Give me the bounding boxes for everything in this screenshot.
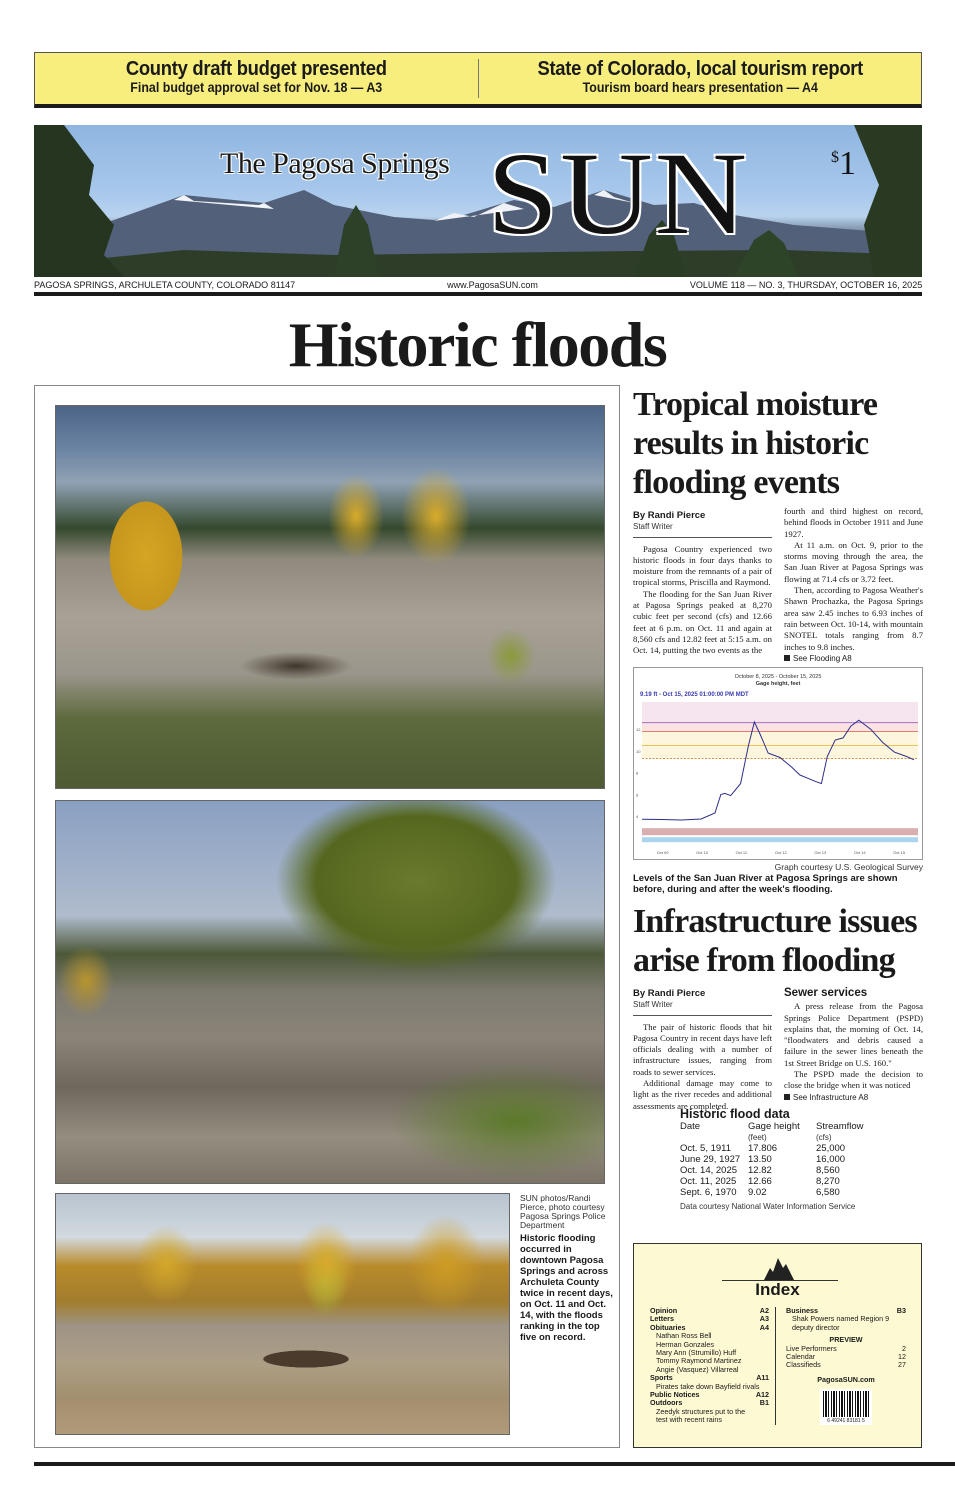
jump-link-infrastructure[interactable]: See Infrastructure A8	[784, 1092, 923, 1103]
index-entry[interactable]	[786, 1324, 906, 1332]
chart-title: October 8, 2025 - October 15, 2025	[734, 674, 822, 680]
gage-height-chart	[633, 667, 923, 860]
band-base	[642, 837, 918, 842]
index-right-column	[776, 1307, 906, 1425]
y-tick-label: 12	[636, 727, 641, 733]
band-moderate-flood	[642, 723, 918, 732]
table-row	[680, 1176, 900, 1187]
index-entry-page: 27	[898, 1360, 906, 1370]
index-entry-label: Zeedyk structures put to the	[656, 1406, 746, 1416]
story-paragraph: Then, according to Pagosa Weather's Shawn Prochazka, the Pagosa Springs area saw 2.45 inches to 6.93 inches of rain between Oct. 10-14, with mountain SNOTEL totals ranging from 8.7 inches to 9.8 inches.	[784, 585, 923, 652]
table-row	[680, 1143, 900, 1154]
masthead-tagline: The Pagosa Springs	[220, 147, 450, 180]
story-paragraph: The PSPD made the decision to close the bridge when it was noticed	[784, 1069, 923, 1091]
table-title: Historic flood data	[680, 1107, 790, 1121]
cell-streamflow: 8,270	[816, 1176, 840, 1187]
index-box	[633, 1243, 922, 1448]
index-entry-label: Business	[786, 1306, 818, 1315]
index-entry-page: B1	[759, 1398, 769, 1408]
table-unit-row	[680, 1132, 900, 1143]
index-entry-label: Obituaries	[650, 1322, 686, 1332]
historic-flood-table	[680, 1108, 900, 1211]
index-entry-page: B3	[896, 1306, 906, 1315]
x-tick-label: Oct 09	[656, 850, 669, 855]
index-website[interactable]: PagosaSUN.com	[817, 1374, 875, 1384]
barcode-number: 6 49241 83181 5	[827, 1417, 865, 1424]
teaser-tourism[interactable]	[479, 53, 922, 104]
teaser-subtitle: Tourism board hears presentation — A4	[582, 80, 818, 95]
index-entry-label: Nathan Ross Bell	[656, 1331, 712, 1341]
story-headline[interactable]: Tropical moisture results in historic flooding events	[633, 386, 878, 501]
table-row	[680, 1187, 900, 1198]
index-left-column	[650, 1307, 776, 1425]
x-tick-label: Oct 12	[775, 850, 787, 855]
chart-readout: 9.19 ft - Oct 15, 2025 01:00:00 PM MDT	[640, 692, 749, 698]
cell-streamflow: 25,000	[816, 1143, 846, 1154]
dateline-issue: VOLUME 118 — NO. 3, THURSDAY, OCTOBER 16, 2025	[689, 280, 923, 291]
dateline	[34, 280, 922, 291]
teaser-title: State of Colorado, local tourism report	[536, 58, 863, 80]
story-tropical-moisture	[633, 385, 923, 664]
teaser-budget[interactable]	[35, 53, 478, 104]
index-entry-label: Herman Gonzales	[656, 1339, 714, 1349]
index-entry-label: Letters	[650, 1314, 674, 1324]
cell-date: Oct. 11, 2025	[680, 1176, 737, 1187]
index-entry-label: Sports	[650, 1373, 673, 1383]
x-tick-label: Oct 11	[735, 850, 748, 855]
index-entry-page: A4	[759, 1322, 769, 1332]
cell-streamflow: 6,580	[816, 1187, 840, 1198]
mountain-landscape-image	[34, 125, 922, 277]
index-entry-page: A11	[756, 1373, 769, 1383]
dateline-rule	[34, 292, 922, 296]
band-low	[642, 828, 918, 835]
table-source: Data courtesy National Water Information Service	[680, 1202, 856, 1211]
index-entry-label: deputy director	[792, 1322, 840, 1332]
story-paragraph: Additional damage may come to light as the river recedes and additional assessments are completed.	[633, 1078, 772, 1111]
cell-date: June 29, 1927	[680, 1154, 741, 1165]
cell-date: Oct. 14, 2025	[680, 1165, 738, 1176]
cell-date: Oct. 5, 1911	[680, 1143, 732, 1154]
unit-date	[680, 1132, 748, 1143]
graph-cutline: Levels of the San Juan River at Pagosa Springs are shown before, during and after the week's flooding.	[633, 873, 898, 895]
story-paragraph: A press release from the Pagosa Springs Police Department (PSPD) explains that, the morning of Oct. 14, "floodwaters and debris caused a failure in the sewer lines beneath the 1st Street Bridge on U.S. 160."	[784, 1001, 923, 1068]
header-streamflow: Streamflow	[816, 1121, 864, 1132]
x-tick-label: Oct 15	[893, 850, 906, 855]
index-entry-label: Tommy Raymond Martinez	[656, 1356, 742, 1366]
flood-photo-river-park	[55, 405, 605, 789]
story-paragraph: At 11 a.m. on Oct. 9, prior to the storms moving through the area, the San Juan River at Pagosa Springs was flowing at 71.4 cfs or 3.72 feet.	[784, 539, 923, 584]
cell-streamflow: 8,560	[816, 1165, 840, 1176]
index-entry-label: Live Performers	[786, 1343, 837, 1353]
photo-cutline: Historic flooding occurred in downtown Pagosa Springs and across Archuleta County twice in recent days, on Oct. 11 and Oct. 14, with the floods ranking in the top five on record.	[520, 1233, 613, 1343]
index-entry-label: Outdoors	[650, 1398, 683, 1408]
cell-gage-height: 17.806	[748, 1143, 778, 1154]
index-entry-label: Angie (Vasquez) Villarreal	[656, 1364, 739, 1374]
dateline-website[interactable]: www.PagosaSUN.com	[447, 280, 538, 291]
masthead	[34, 125, 922, 277]
barcode-bars	[823, 1391, 869, 1417]
index-entry-label: Calendar	[786, 1352, 816, 1362]
index-entry-page: A2	[759, 1306, 769, 1315]
price-value: 1	[839, 145, 856, 182]
story-paragraph: Pagosa Country experienced two historic floods in four days thanks to moisture from the remnants of a pair of tropical storms, Priscilla and Raymond.	[633, 543, 772, 588]
graph-credit: Graph courtesy U.S. Geological Survey	[774, 862, 923, 872]
table-row	[680, 1165, 900, 1176]
y-tick-label: 4	[636, 814, 639, 820]
index-entry-label: Shak Powers named Region 9	[792, 1314, 890, 1324]
photo-frame	[34, 385, 620, 1448]
price-symbol: $	[831, 149, 839, 166]
story-infrastructure	[633, 902, 923, 1112]
index-entry-label: test with recent rains	[656, 1415, 722, 1425]
index-entry[interactable]	[650, 1416, 769, 1424]
x-tick-label: Oct 13	[814, 850, 827, 855]
teaser-subtitle: Final budget approval set for Nov. 18 — A3	[130, 80, 383, 95]
photo-credit: SUN photos/Randi Pierce, photo courtesy Pagosa Springs Police Department	[520, 1193, 606, 1230]
story-paragraph: The flooding for the San Juan River at Pagosa Springs peaked at 8,270 cubic feet per second (cfs) and 12.66 feet at 6 p.m. on Oct. 11 and again at 8,560 cfs and 12.82 feet at 5:15 a.m. on Oct. 14, putting the two events as the	[633, 588, 772, 656]
table-row	[680, 1154, 900, 1165]
byline-rule	[633, 1015, 772, 1016]
index-entry-label: Mary Ann (Strumillo) Huff	[656, 1348, 737, 1358]
index-entry-label: Opinion	[650, 1306, 678, 1315]
y-tick-label: 10	[636, 748, 641, 754]
cell-gage-height: 12.82	[748, 1165, 772, 1176]
byline: By Randi Pierce	[633, 510, 706, 521]
byline-title: Staff Writer	[633, 522, 673, 532]
jump-link-flooding[interactable]: See Flooding A8	[784, 653, 923, 664]
unit-streamflow: (cfs)	[816, 1133, 832, 1142]
story-paragraph: fourth and third highest on record, behind floods in October 1911 and June 1927.	[784, 506, 923, 539]
index-entry-page: 12	[898, 1352, 906, 1362]
preview-label: PREVIEW	[829, 1335, 863, 1345]
barcode	[820, 1389, 872, 1425]
index-entry[interactable]	[786, 1361, 906, 1369]
cell-date: Sept. 6, 1970	[680, 1187, 737, 1198]
header-date: Date	[680, 1121, 701, 1132]
y-tick-label: 6	[636, 792, 639, 798]
subhead-sewer-services: Sewer services	[784, 987, 868, 999]
unit-gage: (feet)	[748, 1133, 767, 1142]
bottom-rule	[34, 1462, 955, 1466]
byline: By Randi Pierce	[633, 988, 706, 999]
index-title: Index	[755, 1280, 800, 1299]
flood-photo-river-tree	[55, 800, 605, 1184]
index-entry-page: A12	[755, 1390, 769, 1400]
cell-gage-height: 12.66	[748, 1176, 772, 1187]
index-entry-page: A3	[759, 1314, 769, 1324]
story-headline[interactable]: Infrastructure issues arise from flooding	[633, 903, 917, 979]
teaser-title: County draft budget presented	[125, 58, 387, 80]
dateline-location: PAGOSA SPRINGS, ARCHULETA COUNTY, COLORADO 81147	[34, 280, 296, 291]
header-gage: Gage height	[748, 1121, 800, 1132]
mountain-logo-icon	[762, 1256, 796, 1280]
story-paragraph: The pair of historic floods that hit Pagosa Country in recent days have left officials dealing with a number of infrastructure issues, ranging from roads to sewer services.	[633, 1021, 772, 1077]
x-tick-label: Oct 14	[853, 850, 866, 855]
cell-gage-height: 13.50	[748, 1154, 772, 1165]
cell-gage-height: 9.02	[748, 1187, 767, 1198]
x-tick-label: Oct 10	[696, 850, 708, 855]
byline-rule	[633, 537, 772, 538]
index-entry-label: Pirates take down Bayfield rivals	[656, 1381, 760, 1391]
flood-photo-flooded-park	[55, 1193, 510, 1435]
y-tick-label: 8	[636, 770, 639, 776]
index-entry-label: Classifieds	[786, 1360, 821, 1370]
main-headline: Historic floods	[288, 309, 667, 380]
band-major-flood	[642, 702, 918, 723]
byline-title: Staff Writer	[633, 1000, 673, 1010]
index-entry-page: 2	[902, 1343, 906, 1353]
teaser-bar	[34, 52, 922, 108]
cell-streamflow: 16,000	[816, 1154, 846, 1165]
chart-ylabel: Gage height, feet	[755, 681, 801, 687]
price	[831, 145, 856, 183]
table-header-row	[680, 1121, 900, 1132]
index-entry-label: Public Notices	[650, 1390, 700, 1400]
masthead-logo: SUN	[487, 128, 750, 259]
